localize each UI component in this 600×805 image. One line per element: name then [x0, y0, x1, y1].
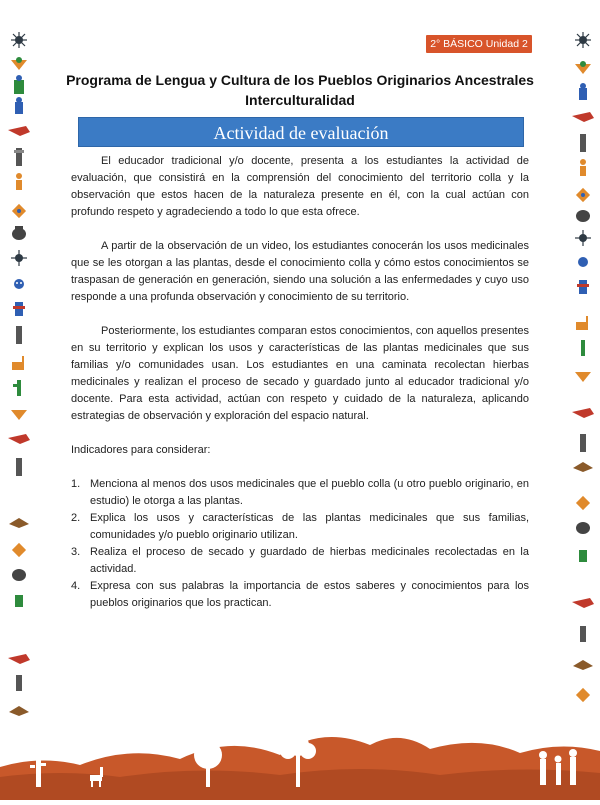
- sun-icon: [575, 32, 591, 48]
- star-icon: [11, 250, 27, 266]
- fox-icon: [8, 654, 30, 664]
- indicator-item: [71, 476, 529, 510]
- indicator-number: 2.: [71, 512, 81, 524]
- bird-icon: [11, 410, 27, 420]
- unit-badge: 2° BÁSICO Unidad 2: [426, 35, 532, 53]
- llama-icon: [576, 316, 588, 330]
- alien-icon: [578, 257, 588, 267]
- left-decorative-border: [6, 30, 32, 720]
- alien-icon: [14, 279, 24, 289]
- pot-icon: [576, 210, 590, 222]
- fox-icon: [572, 112, 594, 122]
- indicator-item: [71, 510, 529, 544]
- totem-icon: [14, 148, 24, 166]
- figure-icon: [14, 75, 24, 94]
- indicator-text: Realiza el proceso de secado y guardado de hierbas medicinales recolectadas en la actividad.: [90, 546, 529, 575]
- person-icon: [16, 173, 22, 190]
- figure-icon: [579, 83, 587, 100]
- pot-icon: [576, 522, 590, 534]
- cactus-icon: [13, 380, 21, 396]
- indicator-number: 4.: [71, 580, 81, 592]
- right-decorative-border: [570, 30, 596, 720]
- figure-icon: [15, 595, 23, 607]
- sun-icon: [11, 32, 27, 48]
- totem-icon: [580, 134, 586, 152]
- indicator-text: Explica los usos y características de las plantas medicinales que sus familias, comunidades y/o pueblo originario utilizan.: [90, 512, 529, 541]
- left-border-icons: [6, 30, 32, 720]
- diamond-icon: [12, 204, 26, 218]
- paragraph-intro: El educador tradicional y/o docente, presenta a los estudiantes la actividad de evaluación, que consistirá en la comprensión del conocimiento del territorio colla y la observación que estos hacen de la naturaleza presente en él, con la cual actúan con profundo respeto y agradeciendo a todo lo que esta ofrece.: [71, 155, 529, 218]
- indicator-text: Expresa con sus palabras la importancia de estos saberes y conocimientos para los pueblos originarios que los practican.: [90, 580, 529, 609]
- indicator-item: [71, 578, 529, 612]
- program-title: [40, 70, 560, 110]
- fox-icon: [8, 126, 30, 136]
- paragraph-comparison: Posteriormente, los estudiantes comparan estos conocimientos, con aquellos presentes en su territorio y explican los usos y características de las plantas medicinales que sus familias y/o comunidades usan. Los estudiantes en una caminata recolectan hierbas medicinales y realizan el proceso de secado y guardado junto al educador tradicional y/o docente. Para esta actividad, actúan con respeto y cuidado de la naturaleza, aplicando estrategias de observación y exploración del espacio natural.: [71, 325, 530, 422]
- eagle-icon: [573, 660, 593, 670]
- paragraph-video: A partir de la observación de un video, los estudiantes conocerán los usos medicinales que se les otorgan a las plantas, desde el conocimiento colla y cómo estos conocimientos se traspasan de generación en generación, siendo una solución a las enfermedades y cuyo uso responde a una profunda observación y conocimiento de su territorio.: [71, 240, 529, 303]
- pot-icon: [12, 226, 26, 240]
- bird-icon: [11, 57, 27, 70]
- star-icon: [575, 230, 591, 246]
- diamond-icon: [576, 496, 590, 510]
- program-title-line1: Programa de Lengua y Cultura de los Pueblos Originarios Ancestrales: [66, 72, 534, 88]
- diamond-icon: [576, 688, 590, 702]
- person-icon: [580, 159, 586, 176]
- diamond-icon: [576, 188, 590, 202]
- eagle-icon: [9, 518, 29, 528]
- document-body: [71, 153, 529, 612]
- right-border-icons: [570, 30, 596, 720]
- indicator-number: 1.: [71, 478, 81, 490]
- landscape-illustration: [0, 715, 600, 800]
- warrior-icon: [577, 280, 589, 294]
- fox-icon: [572, 408, 594, 418]
- cactus-icon: [581, 340, 585, 356]
- indicator-number: 3.: [71, 546, 81, 558]
- fox-icon: [572, 598, 594, 608]
- eagle-icon: [573, 462, 593, 472]
- llama-icon: [12, 356, 24, 370]
- section-header: Actividad de evaluación: [78, 117, 524, 147]
- totem-icon: [16, 326, 22, 344]
- bird-icon: [310, 723, 340, 732]
- bird-icon: [575, 61, 591, 74]
- warrior-icon: [13, 302, 25, 316]
- totem-icon: [16, 458, 22, 476]
- totem-icon: [580, 434, 586, 452]
- blue-figure-icon: [15, 97, 23, 114]
- footer-landscape: [0, 715, 600, 800]
- program-title-line2: Interculturalidad: [245, 92, 355, 108]
- totem-icon: [16, 675, 22, 691]
- indicators-heading: Indicadores para considerar:: [71, 444, 211, 456]
- diamond-icon: [12, 543, 26, 557]
- pot-icon: [12, 569, 26, 581]
- fox-icon: [8, 434, 30, 444]
- indicator-item: [71, 544, 529, 578]
- figure-icon: [579, 550, 587, 562]
- bird-icon: [575, 372, 591, 382]
- totem-icon: [580, 626, 586, 642]
- indicators-list: [71, 476, 529, 612]
- indicator-text: Menciona al menos dos usos medicinales que el pueblo colla (u otro pueblo originario, en estudio) le otorga a las plantas.: [90, 478, 529, 507]
